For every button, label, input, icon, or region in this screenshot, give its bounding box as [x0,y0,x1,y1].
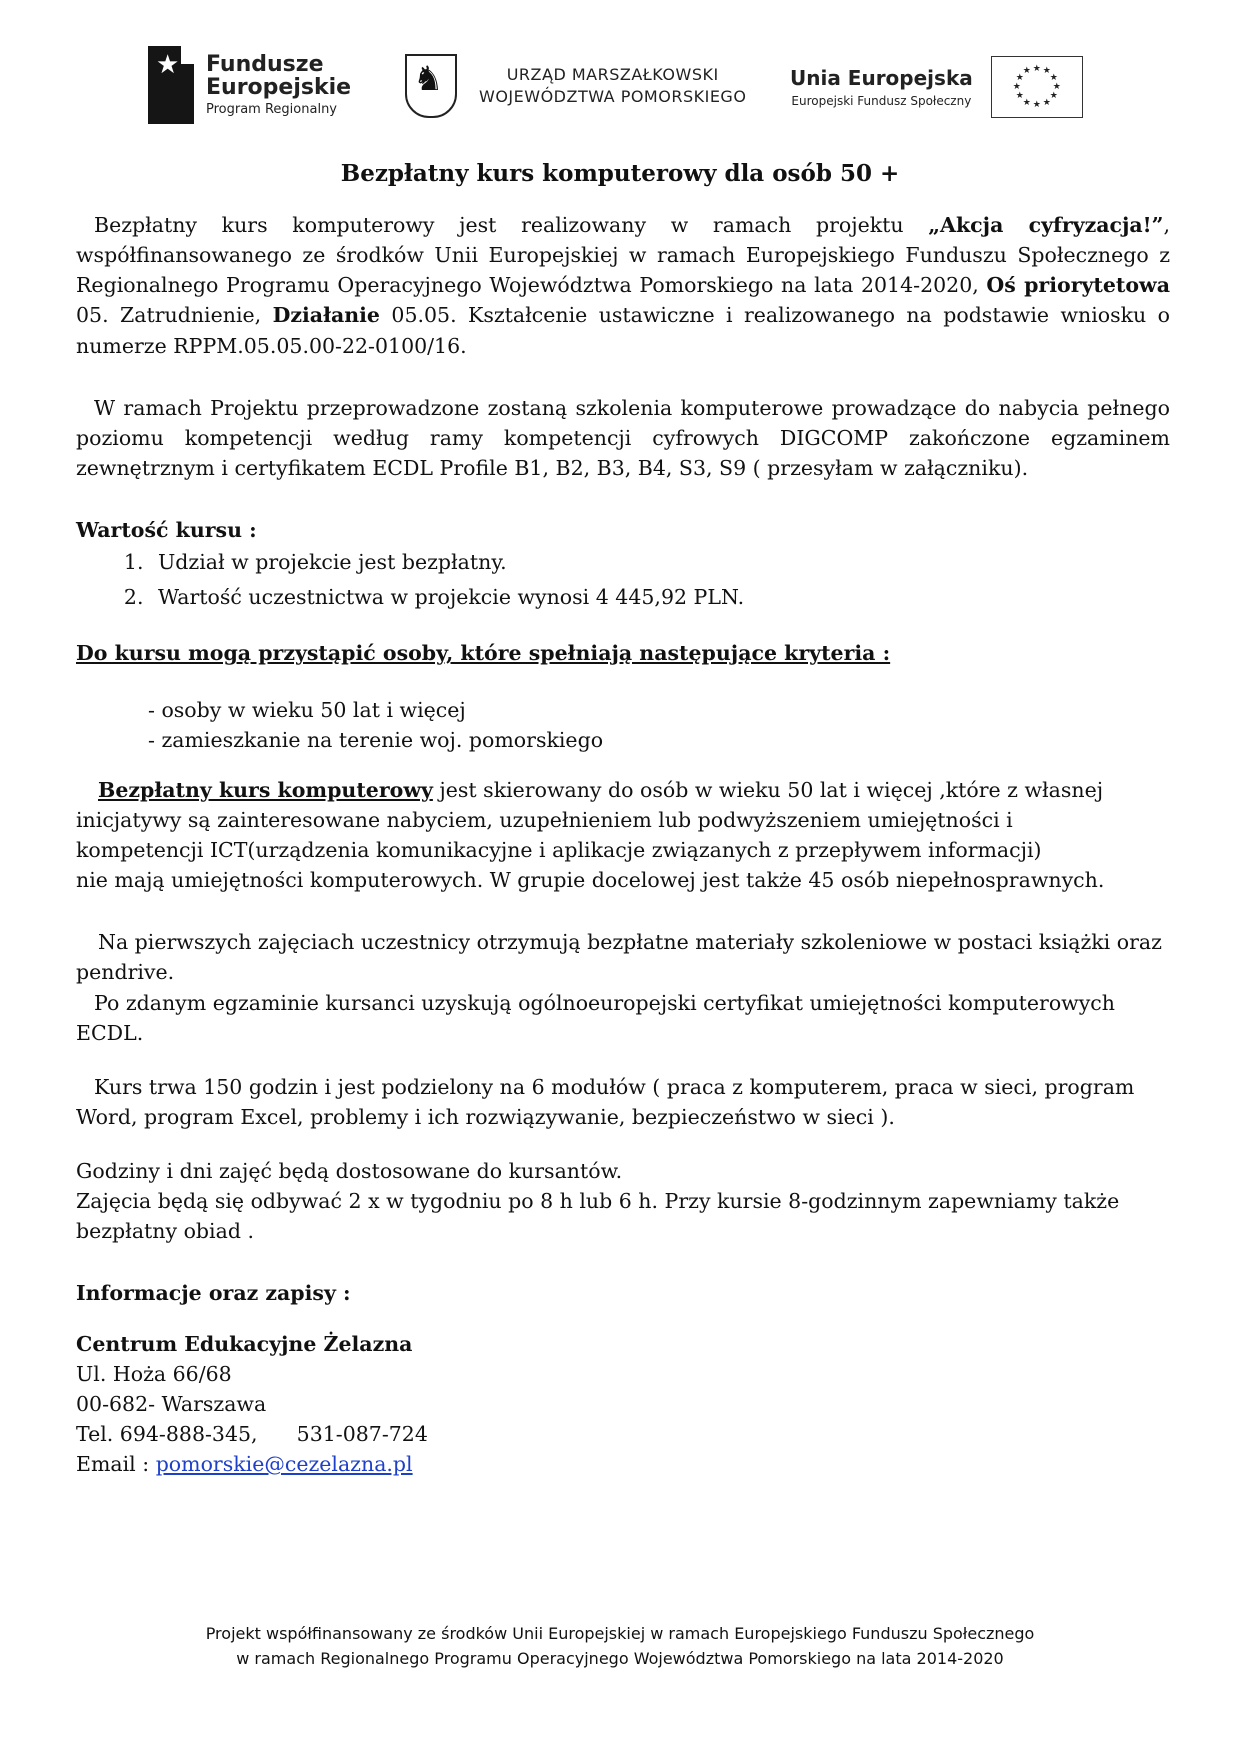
footer-line1: Projekt współfinansowany ze środków Unii Europejskiej w ramach Europejskiego Funduszu Społecznego [205,1624,1035,1643]
um-logo-line2: WOJEWÓDZTWA POMORSKIEGO [479,87,747,106]
contact-organization: Centrum Edukacyjne Żelazna [76,1331,413,1356]
contact-email-line: Email : pomorskie@cezelazna.pl [76,1452,413,1476]
target-group-emphasis: Bezpłatny kurs komputerowy [98,777,433,802]
eu-flag-icon: ★ ★ ★ ★ ★ ★ ★ ★ ★ ★ ★ ★ [991,56,1083,118]
fe-logo-line2: Europejskie [206,75,352,101]
schedule-line2: Zajęcia będą się odbywać 2 x w tygodniu po 8 h lub 6 h. Przy kursie 8-godzinnym zapewniamy także bezpłatny obiad . [76,1189,1120,1244]
info-heading: Informacje oraz zapisy : [76,1281,351,1306]
document-body [76,210,1170,1479]
intro-paragraph: Bezpłatny kurs komputerowy jest realizowany w ramach projektu „Akcja cyfryzacja!”, współfinansowanego ze środków Unii Europejskiej w ramach Europejskiego Funduszu Społecznego z Regionalnego Programu Operacyjnego Województwa Pomorskiego na lata 2014-2020, Oś priorytetowa 05. Zatrudnienie, Działanie 05.05. Kształcenie ustawiczne i realizowanego na podstawie wniosku o numerze RPPM.05.05.00-22-0100/16. [76,213,1170,358]
footer-line2: w ramach Regionalnego Programu Operacyjnego Województwa Pomorskiego na lata 2014-2020 [236,1648,1004,1668]
criteria-heading: Do kursu mogą przystąpić osoby, które spełniają następujące kryteria : [76,641,891,666]
contact-phone: Tel. 694-888-345, 531-087-724 [76,1421,428,1446]
list-item: 2. Wartość uczestnictwa w projekcie wynosi 4 445,92 PLN. [150,582,1170,612]
exam-paragraph: Po zdanym egzaminie kursanci uzyskują ogólnoeuropejski certyfikat umiejętności komputerowych ECDL. [76,990,1115,1045]
materials-paragraph: Na pierwszych zajęciach uczestnicy otrzymują bezpłatne materiały szkoleniowe w postaci książki oraz pendrive. [76,930,1162,985]
project-name: „Akcja cyfryzacja!” [928,213,1164,237]
ue-logo-line2: Europejski Fundusz Społeczny [791,94,972,108]
contact-street: Ul. Hoża 66/68 [76,1361,232,1386]
unia-europejska-logo [790,56,1083,118]
ue-logo-line1: Unia Europejska [790,66,973,90]
fundusze-europejskie-mark-icon: ★ [148,46,194,124]
target-group-line4: nie mają umiejętności komputerowych. W grupie docelowej jest także 45 osób niepełnosprawnych. [76,868,1105,893]
duration-paragraph: Kurs trwa 150 godzin i jest podzielony na 6 modułów ( praca z komputerem, praca w sieci, program Word, program Excel, problemy i ich rozwiązywanie, bezpieczeństwo w sieci ). [76,1074,1135,1129]
criteria-item: - osoby w wieku 50 lat i więcej [148,697,466,722]
course-value-heading: Wartość kursu : [76,518,257,542]
target-group-line2: inicjatywy są zainteresowane nabyciem, uzupełnieniem lub podwyższeniem umiejętności i [76,807,1013,832]
criteria-item: - zamieszkanie na terenie woj. pomorskiego [148,727,604,752]
training-description-paragraph: W ramach Projektu przeprowadzone zostaną szkolenia komputerowe prowadzące do nabycia pełnego poziomu kompetencji według ramy kompetencji cyfrowych DIGCOMP zakończone egzaminem zewnętrznym i certyfikatem ECDL Profile B1, B2, B3, B4, S3, S9 ( przesyłam w załączniku). [76,395,1170,480]
schedule-line1: Godziny i dni zajęć będą dostosowane do kursantów. [76,1159,623,1183]
griffin-coat-of-arms-icon: ♞ [405,54,457,118]
fe-logo-line1: Fundusze [206,51,324,77]
course-value-list [76,547,1170,612]
fe-logo-line3: Program Regionalny [206,102,337,118]
fundusze-europejskie-logo [148,46,351,124]
contact-city: 00-682- Warszawa [76,1391,267,1416]
list-item: 1. Udział w projekcie jest bezpłatny. [150,547,1170,577]
footer [0,1622,1240,1672]
target-group-line3: kompetencji ICT(urządzenia komunikacyjne i aplikacje związanych z przepływem informacji) [76,838,1042,862]
um-logo-line1: URZĄD MARSZAŁKOWSKI [506,65,719,85]
urzad-marszalkowski-logo [405,54,746,118]
document-title: Bezpłatny kurs komputerowy dla osób 50 + [340,160,900,187]
email-link[interactable]: pomorskie@cezelazna.pl [155,1452,413,1476]
logo-bar [0,40,1240,130]
target-group-line1: Bezpłatny kurs komputerowy jest skierowany do osób w wieku 50 lat i więcej ,które z własnej [98,777,1104,802]
